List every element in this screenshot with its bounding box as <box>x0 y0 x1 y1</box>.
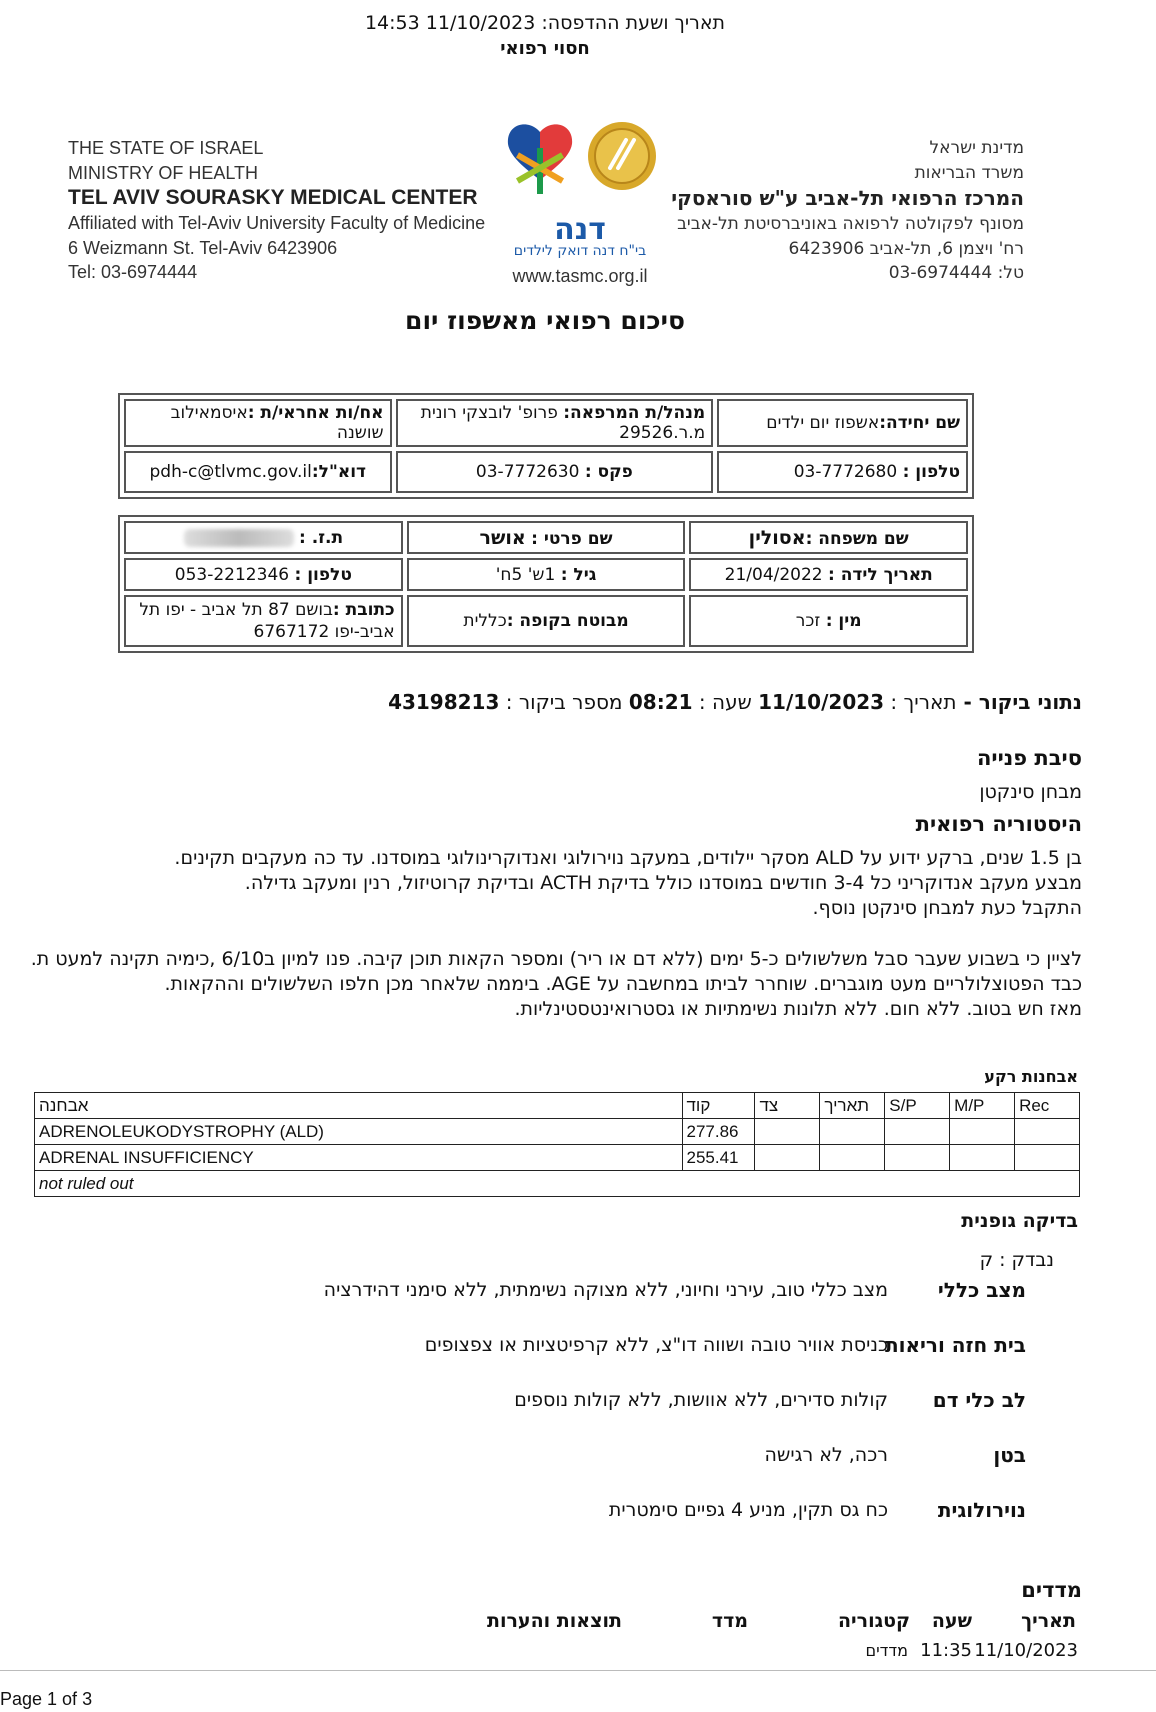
diagnosis-code: 277.86 <box>682 1119 755 1145</box>
exam-label: בית חזה וריאות <box>884 1333 1026 1357</box>
insurer-cell: מבוטח בקופה :כללית <box>407 595 686 647</box>
exam-value: רכה, לא רגישה <box>764 1444 888 1466</box>
director-value: פרופ' לובצקי רונית מ.ר.29526 <box>420 403 706 443</box>
meas-col-measure: מדד <box>711 1610 748 1632</box>
history-line: התקבל כעת למבחן סינקטן נוסף. <box>812 897 1082 919</box>
unit-cell: שם יחידה:אשפוז יום ילדים <box>717 399 968 447</box>
diagnoses-title: אבחנות רקע <box>984 1067 1078 1086</box>
director-cell: מנהל/ת המרפאה: פרופ' לובצקי רונית מ.ר.29526 <box>396 399 714 447</box>
physical-exam-title: בדיקה גופנית <box>961 1210 1078 1232</box>
exam-value: קולות סדירים, ללא אוושות, ללא קולות נוספים <box>514 1389 888 1411</box>
diagnosis-name: ADRENAL INSUFFICIENCY <box>35 1145 683 1171</box>
insurer-value: כללית <box>463 611 507 631</box>
document-title: סיכום רפואי מאשפוז יום <box>405 306 685 335</box>
history-line: לציין כי בשבוע שעבר סבל משלשולים כ-5 ימים (ללא דם או ריר) ומספר הקאות תוכן קיבה. פנו למיון ב6/10 ,כימיה תקינה למעט ת. <box>30 948 1082 970</box>
affiliation-en: Affiliated with Tel-Aviv University Faculty of Medicine <box>68 213 486 233</box>
email-value[interactable]: pdh-c@tlvmc.gov.il <box>149 462 312 482</box>
phone-cell: טלפון : 03-7772680 <box>717 451 968 493</box>
table-row <box>35 1119 1080 1145</box>
birth-date-value: 21/04/2022 <box>724 564 823 585</box>
history-title: היסטוריה רפואית <box>915 812 1082 836</box>
website-link[interactable]: www.tasmc.org.il <box>512 266 648 286</box>
birth-date-cell: תאריך לידה : 21/04/2022 <box>689 558 968 591</box>
exam-label: לב כלי דם <box>932 1388 1026 1412</box>
email-cell: דוא"ל:pdh-c@tlvmc.gov.il <box>124 451 392 493</box>
page-number: Page 1 of 3 <box>0 1689 93 1709</box>
address-he: רח' ויצמן 6, תל-אביב 6423906 <box>788 238 1024 259</box>
history-line: מאז חש בטוב. ללא חום. ללא תלונות נשימתיות או גסטרואינטסטינליות. <box>514 998 1082 1020</box>
affiliation-he: מסונף לפקולטה לרפואה באוניברסיטת תל-אביב <box>677 214 1024 234</box>
col-mp: M/P <box>950 1093 1015 1119</box>
fax-cell: פקס : 03-7772630 <box>396 451 714 493</box>
reason-text: מבחן סינקטן <box>979 781 1082 803</box>
diagnosis-name: ADRENOLEUKODYSTROPHY (ALD) <box>35 1119 683 1145</box>
address-en: 6 Weizmann St. Tel-Aviv 6423906 <box>68 237 338 258</box>
sex-value: זכר <box>795 611 821 631</box>
age-cell: גיל : 1ש' 5ח' <box>407 558 686 591</box>
col-rec: Rec <box>1015 1093 1080 1119</box>
col-diagnosis: אבחנה <box>35 1093 683 1119</box>
visit-data: נתוני ביקור - תאריך : 11/10/2023 שעה : 08:21 מספר ביקור : 43198213 <box>388 690 1082 714</box>
last-name-cell: שם משפחה :אסולין <box>689 521 968 554</box>
visit-date: 11/10/2023 <box>758 690 885 714</box>
col-date: תאריך <box>820 1093 885 1119</box>
exam-value: כח גס תקין, מניע 4 גפיים סימטרית <box>608 1499 888 1521</box>
print-datetime: תאריך ושעת ההדפסה: 11/10/2023 14:53 <box>364 12 726 34</box>
col-side: צד <box>755 1093 820 1119</box>
footer-divider <box>0 1670 1156 1671</box>
nurse-cell: אח/ות אחראי/ת :איסמאילוב שושנה <box>124 399 392 447</box>
hospital-name-he: המרכז הרפואי תל-אביב ע"ש סוראסקי <box>671 186 1024 210</box>
exam-value: כניסת אוויר טובה ושווה דו"צ, ללא קרפיטציות או צפצופים <box>424 1334 888 1356</box>
letterhead-english <box>68 136 485 285</box>
diagnosis-code: 255.41 <box>682 1145 755 1171</box>
unit-phone-value: 03-7772680 <box>793 462 898 482</box>
sex-cell: מין : זכר <box>689 595 968 647</box>
diagnoses-table <box>34 1092 1080 1197</box>
confidential-label: חסוי רפואי <box>500 38 590 59</box>
logo-name: דנה <box>554 212 606 247</box>
diagnosis-note: not ruled out <box>35 1171 1080 1197</box>
patient-phone-value: 053-2212346 <box>174 564 290 585</box>
address-cell: כתובת :בושם 87 תל אביב - יפו תל אביב-יפו 6767172 <box>124 595 403 647</box>
reason-title: סיבת פנייה <box>976 746 1082 770</box>
exam-label: נוירולוגית <box>937 1498 1026 1522</box>
last-name-value: אסולין <box>748 526 806 549</box>
measurements-title: מדדים <box>1021 1578 1082 1602</box>
meas-date-value: 11/10/2023 <box>974 1640 1078 1661</box>
meas-col-date: תאריך <box>1021 1610 1076 1632</box>
first-name-cell: שם פרטי : אושר <box>407 521 686 554</box>
unit-value: אשפוז יום ילדים <box>766 413 880 433</box>
exam-value: מצב כללי טוב, עירני וחיוני, ללא מצוקה נשימתית, ללא סימני דהידרציה <box>323 1279 888 1301</box>
ministry-line-he: משרד הבריאות <box>914 162 1024 183</box>
col-sp: S/P <box>885 1093 950 1119</box>
history-line: כבד הפטוצלולריים מעט מוגברים. שוחרר לביתו במחשבה על AGE. ביממה שלאחר מכן חלפו השלשולים וההקאות. <box>164 973 1082 995</box>
letterhead-hebrew <box>671 136 1024 286</box>
meas-category-value: מדדים <box>865 1641 908 1660</box>
patient-table <box>118 515 974 653</box>
table-row <box>35 1145 1080 1171</box>
visit-number: 43198213 <box>388 690 500 714</box>
dana-heart-logo-icon <box>500 118 660 210</box>
exam-label: בטן <box>993 1443 1026 1467</box>
logo-subtitle: בי"ח דנה דואק לילדים <box>513 243 647 259</box>
state-line-he: מדינת ישראל <box>929 138 1024 158</box>
meas-col-time: שעה <box>931 1610 972 1632</box>
tel-en: Tel: 03-6974444 <box>68 262 198 282</box>
id-redacted <box>184 529 294 547</box>
exam-label: מצב כללי <box>937 1278 1026 1302</box>
state-line: THE STATE OF ISRAEL <box>68 138 264 158</box>
history-line: בן 1.5 שנים, ברקע ידוע על ALD מסקר יילודים, במעקב נוירולוגי ואנדוקרינולוגי במוסדנו. עד כה מעקבים תקינים. <box>174 847 1082 869</box>
meas-col-results: תוצאות והערות <box>486 1610 622 1632</box>
fax-value: 03-7772630 <box>475 462 580 482</box>
history-line: מבצע מעקב אנדוקריני כל 3-4 חודשים במוסדנו כולל בדיקת ACTH ובדיקת קרוטיזול, רנין ומעקב גדילה. <box>244 872 1082 894</box>
visit-time: 08:21 <box>628 690 693 714</box>
examined-by: נבדק : ק <box>979 1249 1054 1271</box>
hospital-name-en: TEL AVIV SOURASKY MEDICAL CENTER <box>68 186 478 209</box>
address-value: בושם 87 תל אביב - יפו תל אביב-יפו 6767172 <box>139 600 395 642</box>
table-row <box>35 1171 1080 1197</box>
age-value: 1ש' 5ח' <box>495 564 556 585</box>
tel-he: טל: 03-6974444 <box>888 263 1024 283</box>
hospital-logo <box>500 118 660 288</box>
first-name-value: אושר <box>479 526 526 549</box>
patient-phone-cell: טלפון : 053-2212346 <box>124 558 403 591</box>
nurse-value: איסמאילוב שושנה <box>170 403 384 443</box>
id-cell: ת.ז. : <box>124 521 403 554</box>
ministry-line: MINISTRY OF HEALTH <box>68 162 259 183</box>
col-code: קוד <box>682 1093 755 1119</box>
unit-info-table <box>118 393 974 499</box>
visit-label: נתוני ביקור - <box>956 690 1082 714</box>
meas-col-category: קטגוריה <box>838 1610 910 1632</box>
meas-time-value: 11:35 <box>920 1640 972 1661</box>
diagnoses-header-row <box>35 1093 1080 1119</box>
